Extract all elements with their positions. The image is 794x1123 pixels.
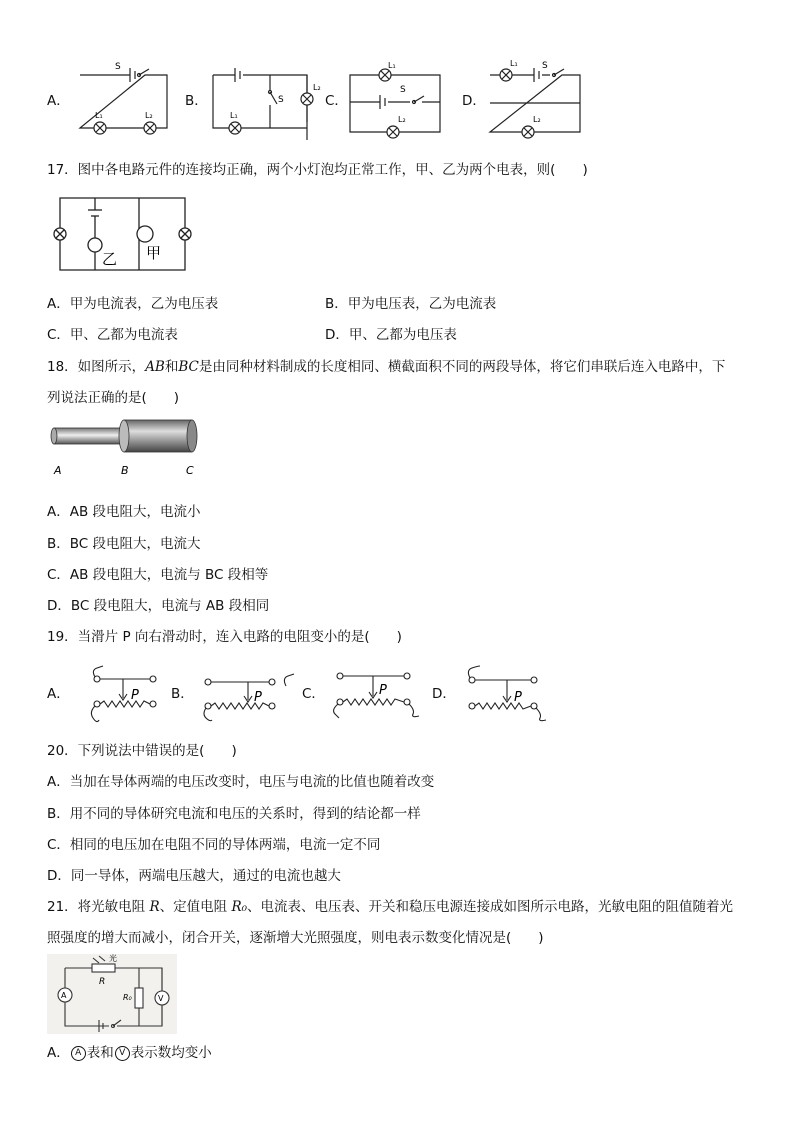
q21-stem-line1: 21．将光敏电阻 R、定值电阻 R₀、电流表、电压表、开关和稳压电源连接成如图所示电路，光敏电阻的阻值随着光: [47, 899, 734, 915]
q16d-lamp2-label: L₂: [533, 115, 541, 124]
q21-option-a[interactable]: A． A 表和 V 表示数均变小: [47, 1045, 212, 1061]
q18-option-d[interactable]: D．BC 段电阻大，电流与 AB 段相同: [47, 598, 270, 614]
q16-option-a-label[interactable]: A．: [47, 93, 70, 109]
q20-option-b[interactable]: B．用不同的导体研究电流和电压的关系时，得到的结论都一样: [47, 806, 421, 822]
q17-option-a[interactable]: A．甲为电流表，乙为电压表: [47, 296, 219, 312]
q18-option-c[interactable]: C．AB 段电阻大，电流与 BC 段相等: [47, 567, 269, 583]
q21-circuit: [47, 954, 177, 1034]
q19-option-d-label[interactable]: D．: [432, 686, 456, 702]
q19-rheostat-a: [85, 664, 165, 724]
q16-option-c-label[interactable]: C．: [325, 93, 348, 109]
q21-r-label: R: [99, 977, 106, 987]
q19c-slider-label: P: [379, 683, 387, 698]
q16b-lamp2-label: L₂: [313, 83, 321, 92]
q16-circuit-a: [75, 60, 175, 135]
q16-circuit-b: [210, 60, 335, 135]
voltmeter-icon: V: [115, 1046, 130, 1061]
ammeter-icon: A: [71, 1046, 86, 1061]
q16c-lamp1-label: L₁: [388, 61, 396, 70]
q19-stem: 19．当滑片 P 向右滑动时，连入电路的电阻变小的是( ): [47, 629, 402, 645]
q18-stem-line1: 18．如图所示，AB和BC是由同种材料制成的长度相同、横截面积不同的两段导体，将它们串联后连入电路中，下: [47, 359, 726, 375]
q21-light-label: 光: [109, 954, 117, 963]
q18-conductor-figure: [46, 418, 201, 478]
q19-rheostat-b: [200, 664, 300, 724]
q18-label-c: C: [186, 464, 194, 477]
q17-circuit: [50, 196, 195, 276]
q16-circuit-d: [488, 60, 588, 135]
q18-stem-line2: 列说法正确的是( ): [47, 390, 180, 406]
q20-stem: 20．下列说法中错误的是( ): [47, 743, 237, 759]
q18-option-b[interactable]: B．BC 段电阻大，电流大: [47, 536, 201, 552]
q21-ammeter-label: A: [61, 991, 67, 1000]
q21-r0-label: R₀: [123, 993, 132, 1002]
q17-label-jia: 甲: [146, 244, 162, 262]
q16a-lamp2-label: L₂: [145, 111, 153, 120]
q16-option-d-label[interactable]: D．: [462, 93, 486, 109]
q18-label-b: B: [121, 464, 129, 477]
q16c-lamp2-label: L₂: [398, 115, 406, 124]
q16-circuit-c: [348, 60, 448, 135]
q16-option-b-label[interactable]: B．: [185, 93, 208, 109]
q18-label-a: A: [54, 464, 62, 477]
q17-option-b[interactable]: B．甲为电压表，乙为电流表: [325, 296, 497, 312]
q16a-lamp1-label: L₁: [95, 111, 103, 120]
q19d-slider-label: P: [514, 690, 522, 705]
q19a-slider-label: P: [131, 688, 139, 703]
q16d-switch-label: S: [542, 61, 548, 71]
q19-option-b-label[interactable]: B．: [171, 686, 194, 702]
q16b-lamp1-label: L₁: [230, 111, 238, 120]
q19b-slider-label: P: [254, 690, 262, 705]
q17-label-yi: 乙: [102, 250, 118, 268]
q19-rheostat-c: [325, 664, 425, 724]
q21-stem-line2: 照强度的增大而减小，闭合开关，逐渐增大光照强度，则电表示数变化情况是( ): [47, 930, 544, 946]
q19-option-a-label[interactable]: A．: [47, 686, 70, 702]
q20-option-c[interactable]: C．相同的电压加在电阻不同的导体两端，电流一定不同: [47, 837, 381, 853]
q21-voltmeter-label: V: [158, 994, 164, 1003]
q16b-switch-label: S: [278, 95, 284, 105]
q20-option-a[interactable]: A．当加在导体两端的电压改变时，电压与电流的比值也随着改变: [47, 774, 435, 790]
q20-option-d[interactable]: D．同一导体，两端电压越大，通过的电流也越大: [47, 868, 341, 884]
q19-option-c-label[interactable]: C．: [302, 686, 325, 702]
q16a-switch-label: S: [115, 62, 121, 72]
q16d-lamp1-label: L₁: [510, 59, 518, 68]
q16c-switch-label: S: [400, 85, 406, 95]
q19-rheostat-d: [462, 664, 552, 724]
q17-stem: 17．图中各电路元件的连接均正确，两个小灯泡均正常工作，甲、乙为两个电表，则( ): [47, 162, 588, 178]
q18-option-a[interactable]: A．AB 段电阻大，电流小: [47, 504, 201, 520]
q17-option-d[interactable]: D．甲、乙都为电压表: [325, 327, 457, 343]
q17-option-c[interactable]: C．甲、乙都为电流表: [47, 327, 178, 343]
